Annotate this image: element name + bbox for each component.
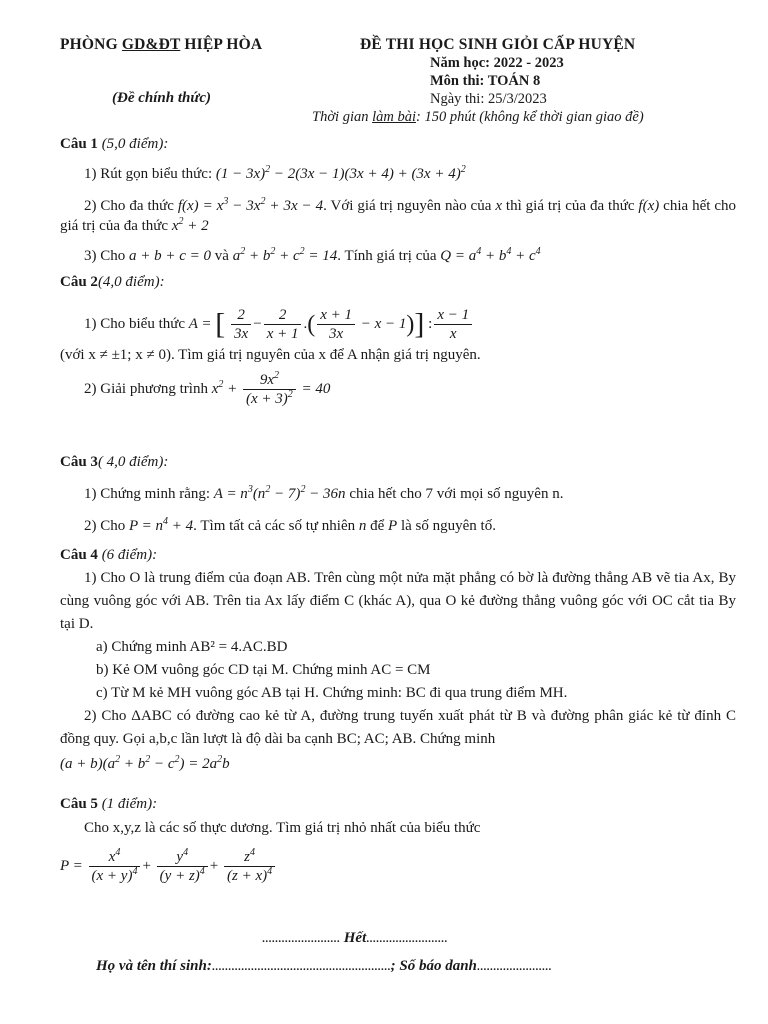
end-marker: ........................ Hết......................... xyxy=(262,930,448,946)
question-4-part-1: 1) Cho O là trung điểm của đoạn AB. Trên cùng một nửa mặt phẳng có bờ là đường thẳng AB vẽ tia Ax, By cùng vuông góc với AB. Trên tia Ax lấy điểm C (khác A), qua O kẻ đường thẳng vuông góc với OC cắt tia By tại D. xyxy=(60,570,736,632)
question-4-part-1c: c) Từ M kẻ MH vuông góc AB tại H. Chứng minh: BC đi qua trung điểm MH. xyxy=(96,685,568,701)
question-3 xyxy=(60,452,736,536)
question-heading: Câu 2(4,0 điểm): xyxy=(60,274,165,290)
exam-info xyxy=(300,36,720,126)
question-2-part-1-condition: (với x ≠ ±1; x ≠ 0). Tìm giá trị nguyên của x để A nhận giá trị nguyên. xyxy=(60,347,481,363)
question-1 xyxy=(60,134,736,266)
expression: $(1 - 3x)^2 - 2(3x - 1)(3x + 4) + (3x + 4)^2$ xyxy=(215,164,466,182)
question-4 xyxy=(60,544,736,776)
exam-date: Ngày thi: 25/3/2023 xyxy=(430,91,547,107)
question-5-text: Cho x,y,z là các số thực dương. Tìm giá trị nhỏ nhất của biểu thức xyxy=(84,820,481,836)
question-3-part-1: 1) Chứng minh rằng: $A = n^3(n^2 - 7)^2 - 36n$ chia hết cho 7 với mọi số nguyên n. xyxy=(84,484,564,502)
subject: Môn thi: TOÁN 8 xyxy=(430,73,541,89)
question-3-part-2: 2) Cho $P = n^4 + 4$. Tìm tất cả các số tự nhiên n để P là số nguyên tố. xyxy=(84,516,496,534)
candidate-info-line: Họ và tên thí sinh:.......................................................; Số báo danh....................... xyxy=(96,958,552,974)
question-2 xyxy=(60,272,736,408)
question-5 xyxy=(60,794,736,885)
question-heading: Câu 3( 4,0 điểm): xyxy=(60,454,169,470)
department-name: PHÒNG GD&ĐT HIỆP HÒA xyxy=(60,36,263,53)
question-5-formula: P = $\frac{x^4}{(x + y)^4}$ + $\frac{y^4}{(y + z)^4}$ + $\frac{z^4}{(z + x)^4}$ xyxy=(60,848,736,885)
question-1-part-3: 3) Cho a + b + c = 0 và $a^2 + b^2 + c^2 = 14$. Tính giá trị của $Q = a^4 + b^4 + c^4$ xyxy=(84,246,541,264)
question-4-part-1a: a) Chứng minh AB² = 4.AC.BD xyxy=(96,639,288,655)
question-2-part-1: 1) Cho biểu thức A = [ $\frac{2}{3x}$ − $\frac{2}{x + 1}$ .( $\frac{x + 1}{3x}$ − x − 1)] : $\frac{x - 1}{x}$ xyxy=(60,306,736,343)
question-heading: Câu 5 (1 điểm): xyxy=(60,796,158,812)
question-heading: Câu 4 (6 điểm): xyxy=(60,547,158,563)
exam-title: ĐỀ THI HỌC SINH GIỎI CẤP HUYỆN xyxy=(360,36,636,53)
question-4-part-1b: b) Kẻ OM vuông góc CD tại M. Chứng minh AC = CM xyxy=(96,662,431,678)
question-1-part-2: 2) Cho đa thức $f(x) = x^3 - 3x^2 + 3x - 4$. Với giá trị nguyên nào của x thì giá trị của đa thức f(x) chia hết cho giá trị của đa thức $x^2 + 2$ xyxy=(60,196,737,234)
question-2-part-2: 2) Giải phương trình $x^2$ + $\frac{9x^2}{(x + 3)^2}$ = 40 xyxy=(84,370,331,407)
question-4-part-2-formula: $(a + b)(a^2 + b^2 - c^2) = 2a^2b$ xyxy=(60,754,230,772)
exam-duration: Thời gian làm bài: 150 phút (không kể thời gian giao đề) xyxy=(312,109,644,125)
school-year: Năm học: 2022 - 2023 xyxy=(430,55,564,71)
official-label: (Đề chính thức) xyxy=(112,90,211,106)
question-4-part-2: 2) Cho ΔABC có đường cao kẻ từ A, đường trung tuyến xuất phát từ B và đường phân giác kẻ từ đỉnh C đồng quy. Gọi a,b,c lần lượt là độ dài ba cạnh BC; AC; AB. Chứng minh xyxy=(60,708,736,747)
question-heading: Câu 1 (5,0 điểm): xyxy=(60,136,169,152)
question-1-part-1: 1) Rút gọn biểu thức: $(1 - 3x)^2 - 2(3x - 1)(3x + 4) + (3x + 4)^2$ xyxy=(84,164,466,182)
